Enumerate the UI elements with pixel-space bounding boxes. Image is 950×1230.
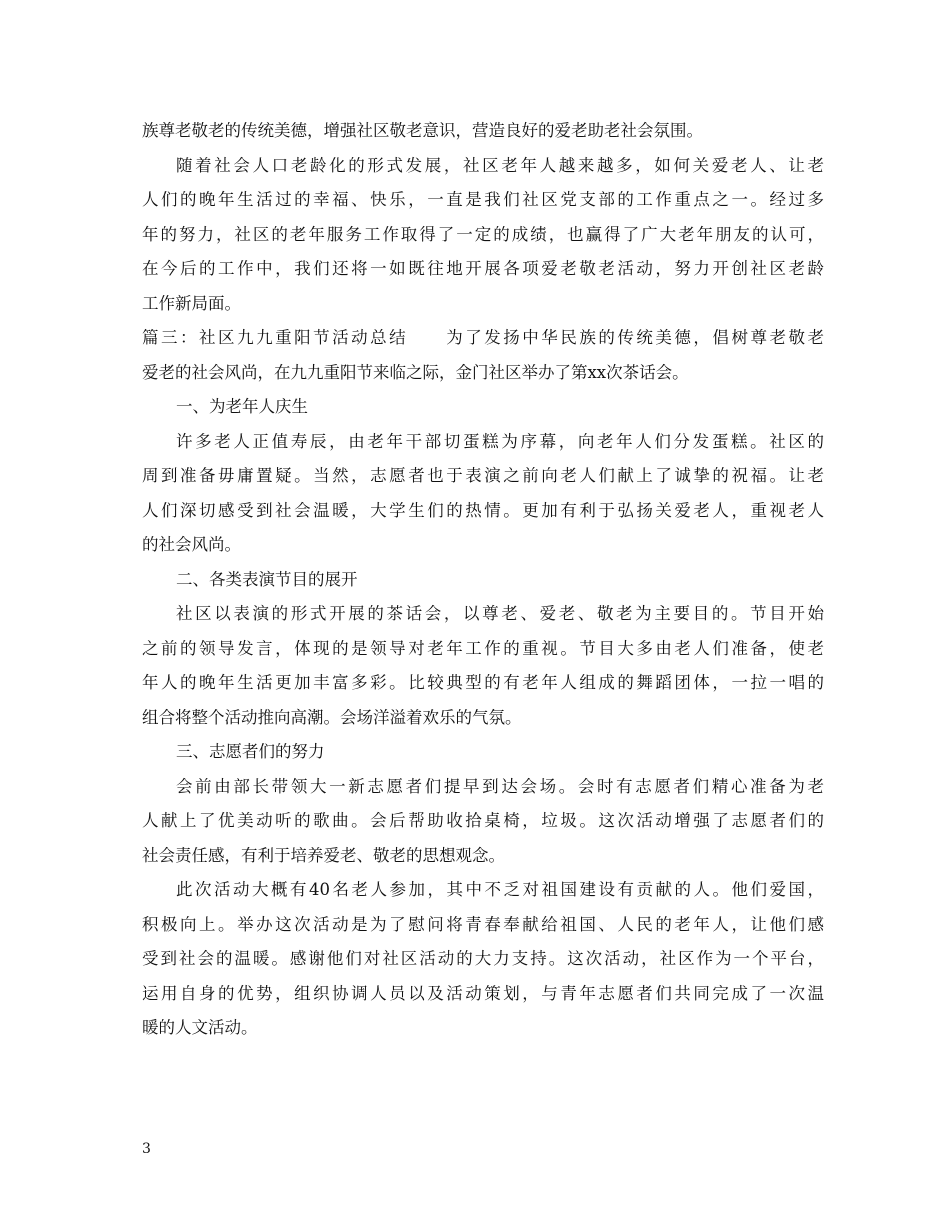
- text-line: 二、各类表演节目的展开: [176, 569, 358, 589]
- text-line: 三、志愿者们的努力: [176, 742, 325, 761]
- text-line: 积极向上。举办这次活动是为了慰问将青春奉献给祖国、人民的老年人，让他们感: [142, 914, 824, 934]
- document-body: [142, 114, 824, 1046]
- text-line: 社会责任感，有利于培养爱老、敬老的思想观念。: [142, 845, 505, 865]
- text-line: 篇三：社区九九重阳节活动总结 为了发扬中华民族的传统美德，倡树尊老敬老: [142, 328, 824, 347]
- text-line: 此次活动大概有40名老人参加，其中不乏对祖国建设有贡献的人。他们爱国，: [176, 880, 824, 899]
- text-line: 受到社会的温暖。感谢他们对社区活动的大力支持。这次活动，社区作为一个平台，: [142, 949, 824, 968]
- text-line: 许多老人正值寿辰，由老年干部切蛋糕为序幕，向老年人们分发蛋糕。社区的: [176, 431, 824, 451]
- text-line: 工作新局面。: [142, 293, 241, 313]
- page-number: 3: [142, 1141, 151, 1157]
- text-line: 会前由部长带领大一新志愿者们提早到达会场。会时有志愿者们精心准备为老: [176, 776, 824, 796]
- text-line: 组合将整个活动推向高潮。会场洋溢着欢乐的气氛。: [142, 707, 522, 727]
- text-line: 人献上了优美动听的歌曲。会后帮助收拾桌椅，垃圾。这次活动增强了志愿者们的: [142, 811, 824, 830]
- text-line: 运用自身的优势，组织协调人员以及活动策划，与青年志愿者们共同完成了一次温: [142, 983, 824, 1003]
- text-line: 暖的人文活动。: [142, 1018, 258, 1037]
- text-line: 随着社会人口老龄化的形式发展，社区老年人越来越多，如何关爱老人、让老: [176, 155, 824, 175]
- text-line: 年的努力，社区的老年服务工作取得了一定的成绩，也赢得了广大老年朋友的认可，: [142, 224, 824, 244]
- text-line: 在今后的工作中，我们还将一如既往地开展各项爱老敬老活动，努力开创社区老龄: [142, 259, 824, 278]
- text-line: 社区以表演的形式开展的茶话会，以尊老、爱老、敬老为主要目的。节目开始: [176, 604, 824, 623]
- text-line: 族尊老敬老的传统美德，增强社区敬老意识，营造良好的爱老助老社会氛围。: [142, 121, 703, 140]
- text-line: 人们深切感受到社会温暖，大学生们的热情。更加有利于弘扬关爱老人，重视老人: [142, 500, 824, 520]
- text-line: 爱老的社会风尚，在九九重阳节来临之际，金门社区举办了第xx次茶话会。: [142, 362, 689, 382]
- text-line: 之前的领导发言，体现的是领导对老年工作的重视。节目大多由老人们准备，使老: [142, 638, 824, 658]
- text-line: 的社会风尚。: [142, 535, 241, 554]
- text-line: 周到准备毋庸置疑。当然，志愿者也于表演之前向老人们献上了诚挚的祝福。让老: [142, 466, 824, 485]
- text-line: 年人的晚年生活更加丰富多彩。比较典型的有老年人组成的舞蹈团体，一拉一唱的: [142, 673, 824, 692]
- text-line: 人们的晚年生活过的幸福、快乐，一直是我们社区党支部的工作重点之一。经过多: [142, 190, 824, 209]
- text-line: 一、为老年人庆生: [176, 397, 308, 416]
